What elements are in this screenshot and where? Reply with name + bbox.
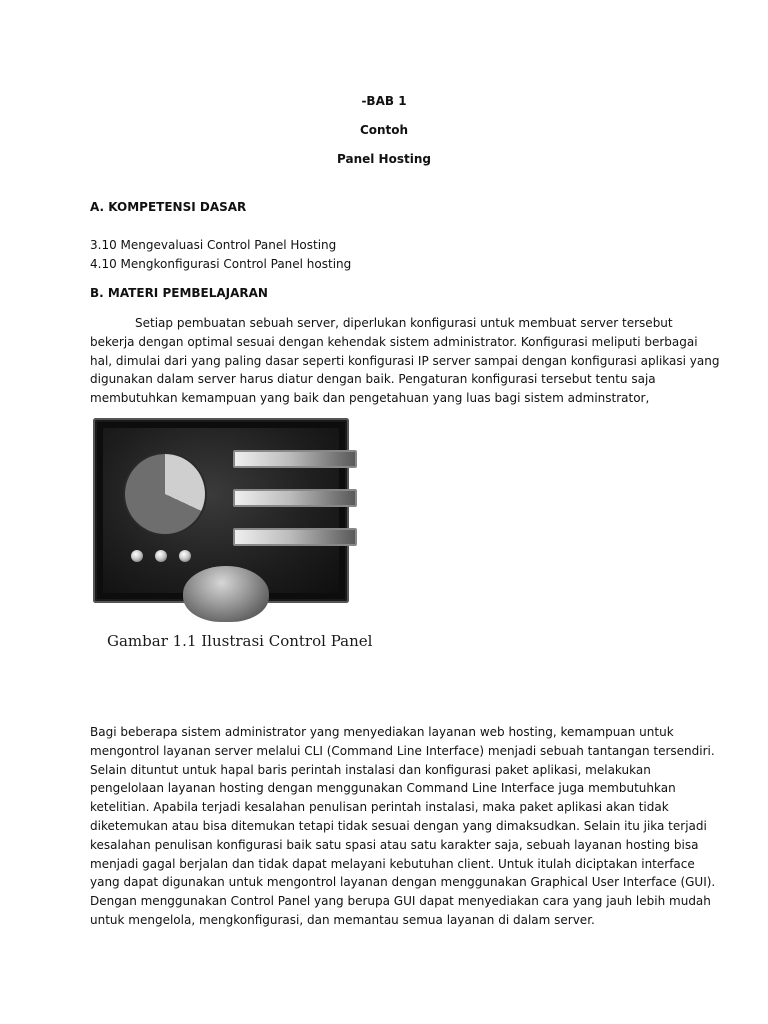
paragraph-1-line: hal, dimulai dari yang paling dasar seperti konfigurasi IP server sampai dengan konfigurasi aplikasi yang: [90, 353, 720, 368]
paragraph-1-line: Setiap pembuatan sebuah server, diperlukan konfigurasi untuk membuat server tersebut: [135, 316, 673, 330]
indicator-light-icon: [179, 550, 191, 562]
paragraph-1-line: digunakan dalam server harus diatur dengan baik. Pengaturan konfigurasi tersebut tentu saja: [90, 372, 656, 387]
paragraph-2-line: Selain dituntut untuk hapal baris perintah instalasi dan konfigurasi paket aplikasi, melakukan: [90, 762, 651, 777]
slider-bar-icon: [233, 450, 357, 468]
paragraph-2-line: menjadi gagal berjalan dan tidak dapat melayani kebutuhan client. Untuk itulah diciptakan interface: [90, 856, 695, 871]
slider-bar-icon: [233, 528, 357, 546]
paragraph-1: [90, 314, 720, 408]
paragraph-2-line: yang dapat digunakan untuk mengontrol layanan dengan menggunakan Graphical User Interface (GUI).: [90, 875, 716, 890]
paragraph-2-line: ketelitian. Apabila terjadi kesalahan penulisan perintah instalasi, maka paket aplikasi akan tidak: [90, 800, 669, 815]
competency-item-1: 3.10 Mengevaluasi Control Panel Hosting: [90, 238, 337, 252]
section-a-heading: A. KOMPETENSI DASAR: [90, 200, 247, 214]
pie-chart-icon: [125, 454, 205, 534]
paragraph-2: [90, 723, 716, 930]
paragraph-2-line: kesalahan penulisan konfigurasi baik satu spasi atau satu karakter saja, sebuah layanan hosting bisa: [90, 837, 699, 852]
indicator-light-icon: [155, 550, 167, 562]
paragraph-2-line: Bagi beberapa sistem administrator yang menyediakan layanan web hosting, kemampuan untuk: [90, 725, 674, 739]
section-b-heading: B. MATERI PEMBELAJARAN: [90, 286, 268, 300]
paragraph-2-line: mengontrol layanan server melalui CLI (Command Line Interface) menjadi sebuah tantangan tersendiri.: [90, 743, 715, 758]
paragraph-2-line: Dengan menggunakan Control Panel yang berupa GUI dapat menyediakan cara yang jauh lebih mudah: [90, 894, 711, 909]
mouse-icon: [183, 566, 269, 622]
slider-bar-icon: [233, 489, 357, 507]
chapter-label: -BAB 1: [361, 94, 407, 108]
paragraph-2-line: pengelolaan layanan hosting dengan menggunakan Command Line Interface juga membutuhkan: [90, 781, 676, 796]
paragraph-1-line: membutuhkan kemampuan yang baik dan pengetahuan yang luas bagi sistem adminstrator,: [90, 391, 650, 406]
figure-caption: Gambar 1.1 Ilustrasi Control Panel: [107, 632, 373, 650]
paragraph-2-line: untuk mengelola, mengkonfigurasi, dan memantau semua layanan di dalam server.: [90, 912, 595, 927]
competency-item-2: 4.10 Mengkonfigurasi Control Panel hosting: [90, 257, 352, 271]
paragraph-2-line: diketemukan atau bisa ditemukan tetapi tidak sesuai dengan yang dimaksudkan. Selain itu jika terjadi: [90, 818, 707, 833]
paragraph-1-line: bekerja dengan optimal sesuai dengan kehendak sistem administrator. Konfigurasi meliputi berbagai: [90, 334, 698, 349]
chapter-title: Panel Hosting: [337, 152, 431, 166]
indicator-light-icon: [131, 550, 143, 562]
chapter-subtitle: Contoh: [359, 123, 409, 137]
control-panel-illustration: [93, 418, 351, 623]
